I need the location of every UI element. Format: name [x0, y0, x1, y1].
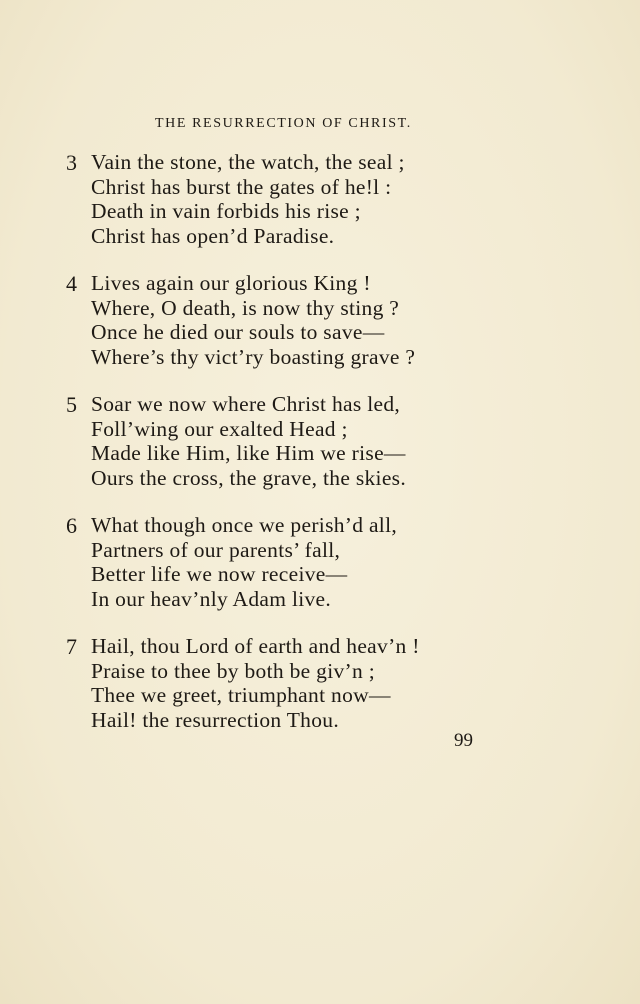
verse-line: What though once we perish’d all, [91, 513, 398, 537]
verse-7 [0, 634, 640, 732]
verse-line: Foll’wing our exalted Head ; [91, 416, 348, 441]
verse-line: Hail! the resurrection Thou. [91, 707, 340, 732]
verse-line: Made like Him, like Him we rise— [91, 441, 406, 465]
verse-number: 4 [66, 271, 77, 296]
verse-5 [0, 392, 640, 490]
running-title [155, 116, 640, 132]
verse-line: Death in vain forbids his rise ; [91, 199, 361, 223]
running-title-text: THE RESURRECTION OF CHRIST. [155, 116, 412, 131]
verse-line: Where’s thy vict’ry boasting grave ? [91, 344, 416, 369]
verse-6 [0, 513, 640, 611]
verse-line: Soar we now where Christ has led, [91, 392, 401, 416]
verse-line: Once he died our souls to save— [91, 320, 385, 344]
page-number: 99 [454, 730, 473, 751]
verse-4 [0, 271, 640, 369]
verse-line: Partners of our parents’ fall, [91, 537, 341, 562]
verse-line: Thee we greet, triumphant now— [91, 683, 391, 707]
verse-number: 7 [66, 634, 77, 659]
verse-number: 6 [66, 513, 77, 538]
verse-line: Where, O death, is now thy sting ? [91, 295, 400, 320]
verse-line: Hail, thou Lord of earth and heav’n ! [91, 634, 420, 658]
verse-line: Praise to thee by both be giv’n ; [91, 658, 375, 683]
verse-line: Christ has open’d Paradise. [91, 223, 335, 248]
verse-line: Lives again our glorious King ! [91, 271, 371, 295]
hymn-body [0, 150, 640, 755]
verse-line: Christ has burst the gates of he!l : [91, 174, 392, 199]
verse-line: In our heav’nly Adam live. [91, 586, 332, 611]
verse-3 [0, 150, 640, 248]
verse-number: 3 [66, 150, 77, 175]
verse-line: Better life we now receive— [91, 562, 348, 586]
verse-number: 5 [66, 392, 77, 417]
verse-line: Vain the stone, the watch, the seal ; [91, 150, 405, 174]
verse-line: Ours the cross, the grave, the skies. [91, 465, 407, 490]
